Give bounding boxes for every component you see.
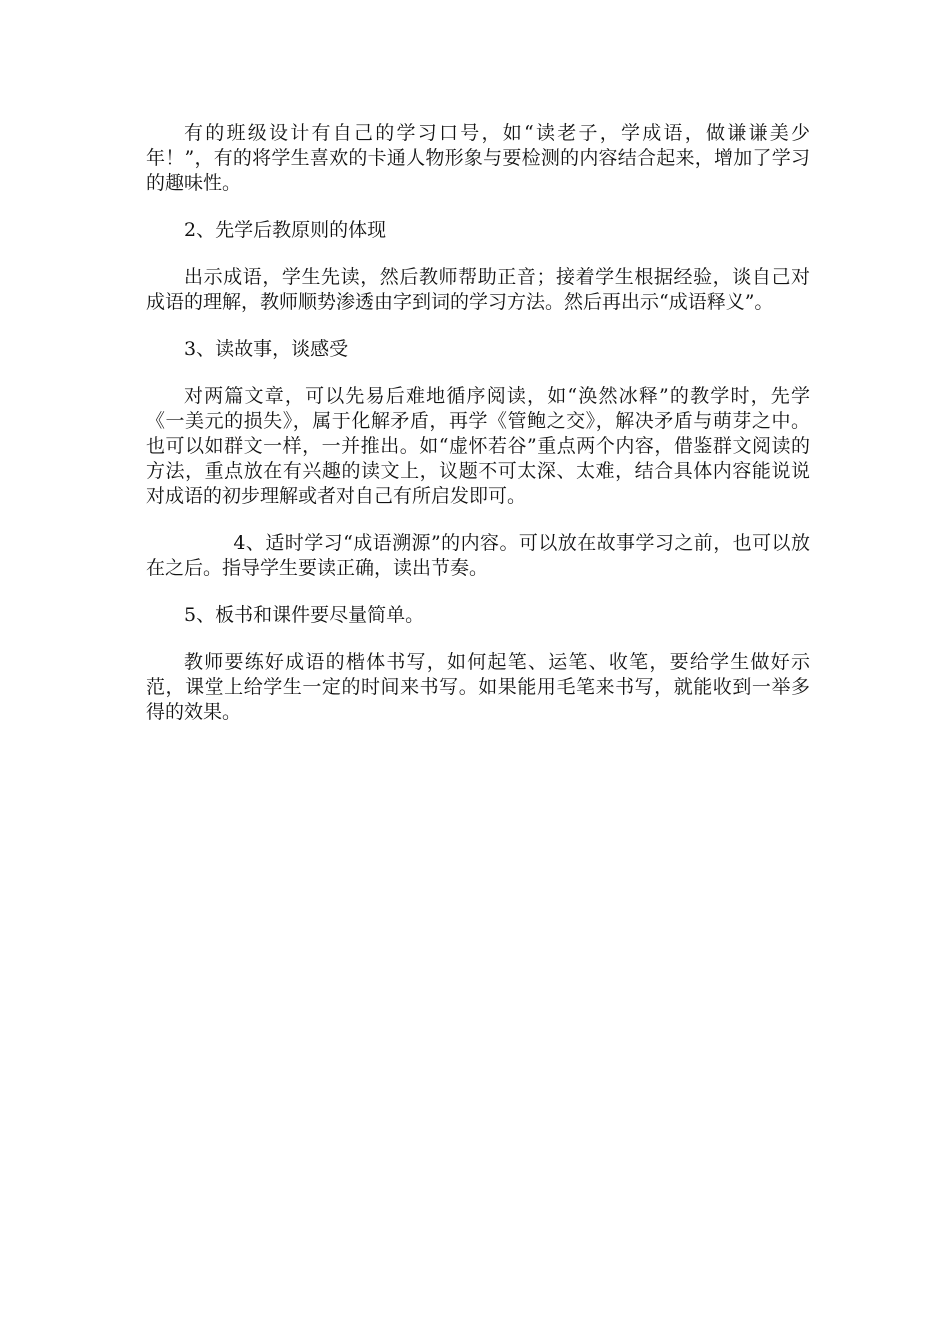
section-heading-5: 5、板书和课件要尽量简单。 (184, 604, 425, 626)
paragraph-slogan-intro: 有的班级设计有自己的学习口号，如“读老子，学成语，做谦谦美少年！”，有的将学生喜欢的卡通人物形象与要检测的内容结合起来，增加了学习的趣味性。 (146, 122, 810, 194)
paragraph-learn-before-teach: 出示成语，学生先读，然后教师帮助正音；接着学生根据经验，谈自己对成语的理解，教师顺势渗透由字到词的学习方法。然后再出示“成语释义”。 (146, 266, 810, 313)
section-heading-2: 2、先学后教原则的体现 (184, 219, 387, 241)
section-heading-3: 3、读故事，谈感受 (184, 338, 349, 360)
paragraph-handwriting: 教师要练好成语的楷体书写，如何起笔、运笔、收笔，要给学生做好示范，课堂上给学生一定的时间来书写。如果能用毛笔来书写，就能收到一举多得的效果。 (146, 651, 810, 723)
paragraph-reading-stories: 对两篇文章，可以先易后难地循序阅读，如“涣然冰释”的教学时，先学《一美元的损失》，属于化解矛盾，再学《管鲍之交》，解决矛盾与萌芽之中。也可以如群文一样，一并推出。如“虚怀若谷”重点两个内容，借鉴群文阅读的方法，重点放在有兴趣的读文上，议题不可太深、太难，结合具体内容能说说对成语的初步理解或者对自己有所启发即可。 (146, 385, 810, 507)
document-page (146, 121, 810, 747)
paragraph-idiom-origin: 4、适时学习“成语溯源”的内容。可以放在故事学习之前，也可以放在之后。指导学生要读正确，读出节奏。 (146, 532, 810, 579)
